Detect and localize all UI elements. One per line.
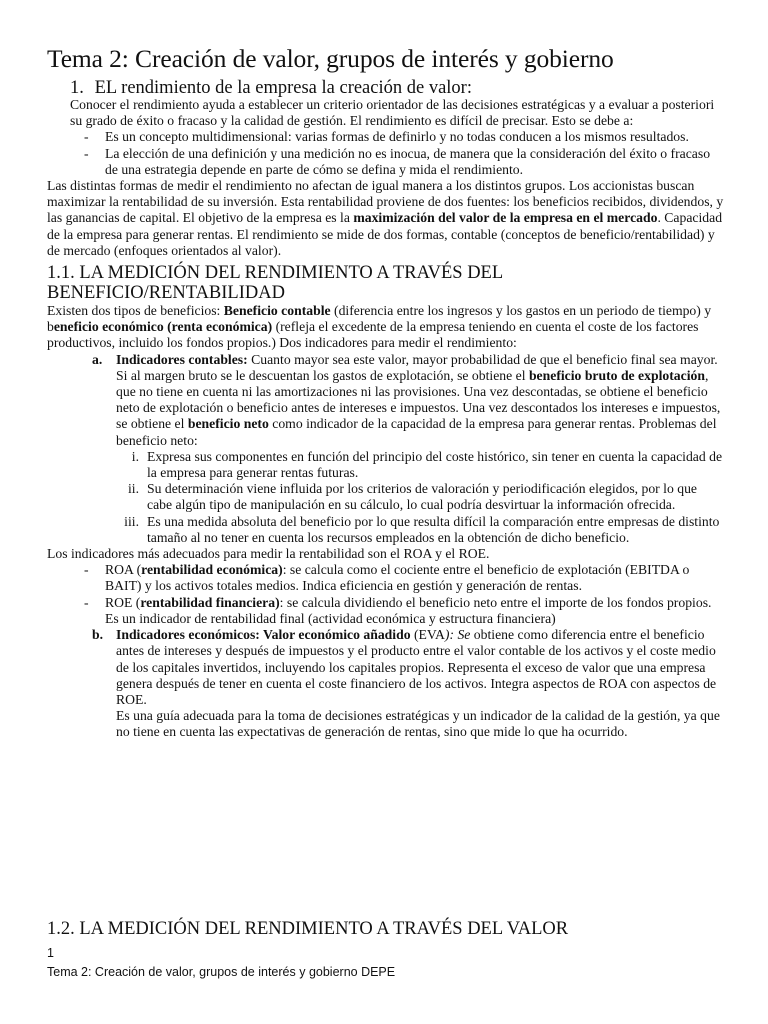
list-item: [47, 514, 724, 546]
list-item: [47, 449, 724, 481]
section-1-1-heading: 1.1. LA MEDICIÓN DEL RENDIMIENTO A TRAVÉS DEL BENEFICIO/RENTABILIDAD: [47, 263, 503, 304]
roa-text: ROA (: [105, 562, 142, 578]
list-item: - La elección de una definición y una medición no es inocua, de manera que la consideración del éxito o fracaso de una estrategia depende en parte de cómo se defina y mida el rendimiento.: [84, 145, 711, 177]
roe-text: : se calcula dividiendo el beneficio neto entre el importe de los fondos propios. Es un indicador de rentabilidad final (actividad económica y estructura financiera): [105, 594, 712, 626]
list-item: - ROE (rentabilidad financiera): se calcula dividiendo el beneficio neto entre el importe de los fondos propios. Es un indicador de rentabilidad final (actividad económica y estructura financiera): [84, 594, 712, 626]
list-item: - ROA (rentabilidad económica): se calcula como el cociente entre el beneficio de explotación (EBITDA o BAIT) y los activos totales medios. Indica eficiencia en gestión y generación de rentas.: [84, 562, 690, 594]
para-text: . Capacidad de la empresa para generar rentas. El rendimiento se mide de dos formas, contable (conceptos de beneficio/rentabilidad) y de mercado (enfoques orientados al valor).: [47, 210, 723, 258]
item-text: como indicador de la capacidad de la empresa para generar rentas. Problemas del beneficio neto:: [116, 416, 717, 448]
item-text: (EVA: [410, 627, 445, 643]
roa-bold: rentabilidad económica): [141, 562, 283, 578]
item-a-indicadores-contables: [47, 352, 724, 449]
para-text: (refleja el excedente de la empresa teniendo en cuenta el coste de los factores productivos, incluido los fondos propios.) Dos indicadores para medir el rendimiento:: [47, 319, 699, 351]
para-text: Existen dos tipos de beneficios:: [47, 303, 224, 319]
roman-text: Es una medida absoluta del beneficio por lo que resulta difícil la comparación entre empresas de distinto tamaño al no tener en cuenta los recursos empleados en la obtención de dicho beneficio.: [147, 513, 720, 545]
item-label: Indicadores contables:: [116, 351, 248, 367]
list-item: [47, 481, 724, 513]
roe-text: ROE (: [105, 594, 141, 610]
item-text: , que no tiene en cuenta ni las amortizaciones ni las provisiones. Una vez descontadas, se obtiene el beneficio neto de explotación o beneficio antes de intereses e impuestos. Una vez descontados los intereses e impuestos, se obtiene el: [116, 367, 721, 432]
item-bold: beneficio bruto de explotación: [528, 367, 705, 383]
item-marker: a.: [92, 351, 103, 367]
item-b-indicadores-economicos: [47, 627, 724, 740]
roman-marker: ii.: [127, 481, 139, 497]
section-1-bullets: [47, 129, 724, 178]
roe-bold: rentabilidad financiera): [140, 594, 280, 610]
item-italic: ): Se: [444, 627, 471, 643]
item-label: Indicadores económicos: Valor económico añadido: [116, 627, 411, 643]
item-marker: b.: [92, 627, 104, 643]
section-1-heading: [70, 77, 472, 99]
section-1-number: 1.: [70, 78, 84, 98]
document-title: Tema 2: Creación de valor, grupos de interés y gobierno: [47, 44, 614, 73]
roman-text: Expresa sus componentes en función del principio del coste histórico, sin tener en cuenta la capacidad de la empresa para generar rentas futuras.: [147, 448, 723, 481]
para-bold: maximización del valor de la empresa en el mercado: [353, 210, 658, 226]
roman-marker: iii.: [124, 513, 139, 529]
item-text: obtiene como diferencia entre el beneficio antes de intereses y después de impuestos y el producto entre el valor contable de los activos y el coste medio de los capitales invertidos, incluyendo los capitales propios. Representa el exceso de valor que una empresa genera después de tener en cuenta el coste financiero de los activos. Integra aspectos de ROA con aspectos de ROE.: [116, 627, 717, 707]
roa-roe-list: [47, 562, 724, 627]
roman-marker: i.: [131, 448, 139, 464]
para-text: Las distintas formas de medir el rendimiento no afectan de igual manera a los distintos grupos. Los accionistas buscan maximizar la rentabilidad de su inversión. Esta rentabilidad proviene de dos fuentes: los beneficios recibidos, dividendos, y las ganancias de capital. El objetivo de la empresa es la: [47, 178, 724, 226]
section-1-title: EL rendimiento de la empresa la creación de valor:: [94, 78, 472, 98]
section-1-1-paragraph-2: Los indicadores más adecuados para medir la rentabilidad son el ROA y el ROE.: [47, 546, 490, 562]
roman-list: [47, 449, 724, 546]
page-footer: Tema 2: Creación de valor, grupos de interés y gobierno DEPE: [47, 965, 396, 979]
bullet-text-1: Es un concepto multidimensional: varias formas de definirlo y no todas conducen a los mismos resultados.: [105, 129, 689, 145]
roa-text: : se calcula como el cociente entre el beneficio de explotación (EBITDA o BAIT) y los activos totales medios. Indica eficiencia en gestión y generación de rentas.: [105, 562, 690, 594]
bullet-text-2: La elección de una definición y una medición no es inocua, de manera que la consideración del éxito o fracaso de una estrategia depende en parte de cómo se defina y mida el rendimiento.: [105, 145, 711, 177]
para-bold: Beneficio contable: [223, 303, 331, 319]
section-1-paragraph: [47, 178, 724, 259]
section-1-intro: Conocer el rendimiento ayuda a establecer un criterio orientador de las decisiones estratégicas y a evaluar a posteriori su grado de éxito o fracaso y la calidad de gestión. El rendimiento es difícil de precisar. Esto se debe a:: [70, 97, 715, 129]
item-bold: beneficio neto: [187, 416, 269, 432]
section-1-1-intro: [47, 303, 724, 352]
body-content: [47, 97, 724, 741]
para-text: (diferencia entre los ingresos y los gastos en un periodo de tiempo) y b: [47, 303, 712, 335]
para-bold: eneficio económico (renta económica): [53, 319, 273, 335]
roman-text: Su determinación viene influida por los criterios de valoración y periodificación elegidos, por lo que cabe algún tipo de manipulación en su cálculo, lo cual podría desvirtuar la información ofrecida.: [147, 481, 697, 513]
list-item: - Es un concepto multidimensional: varias formas de definirlo y no todas conducen a los mismos resultados.: [84, 129, 689, 145]
item-text: Es una guía adecuada para la toma de decisiones estratégicas y un indicador de la calidad de la gestión, ya que no tiene en cuenta las expectativas de generación de rentas, sino que mide lo que ha ocurrido.: [116, 708, 720, 740]
section-1-2-heading: 1.2. LA MEDICIÓN DEL RENDIMIENTO A TRAVÉS DEL VALOR: [47, 919, 569, 939]
page-number: 1: [47, 946, 54, 960]
item-text: Cuanto mayor sea este valor, mayor probabilidad de que el beneficio final sea mayor. Si al margen bruto se le descuentan los gastos de explotación, se obtiene el: [116, 351, 718, 383]
